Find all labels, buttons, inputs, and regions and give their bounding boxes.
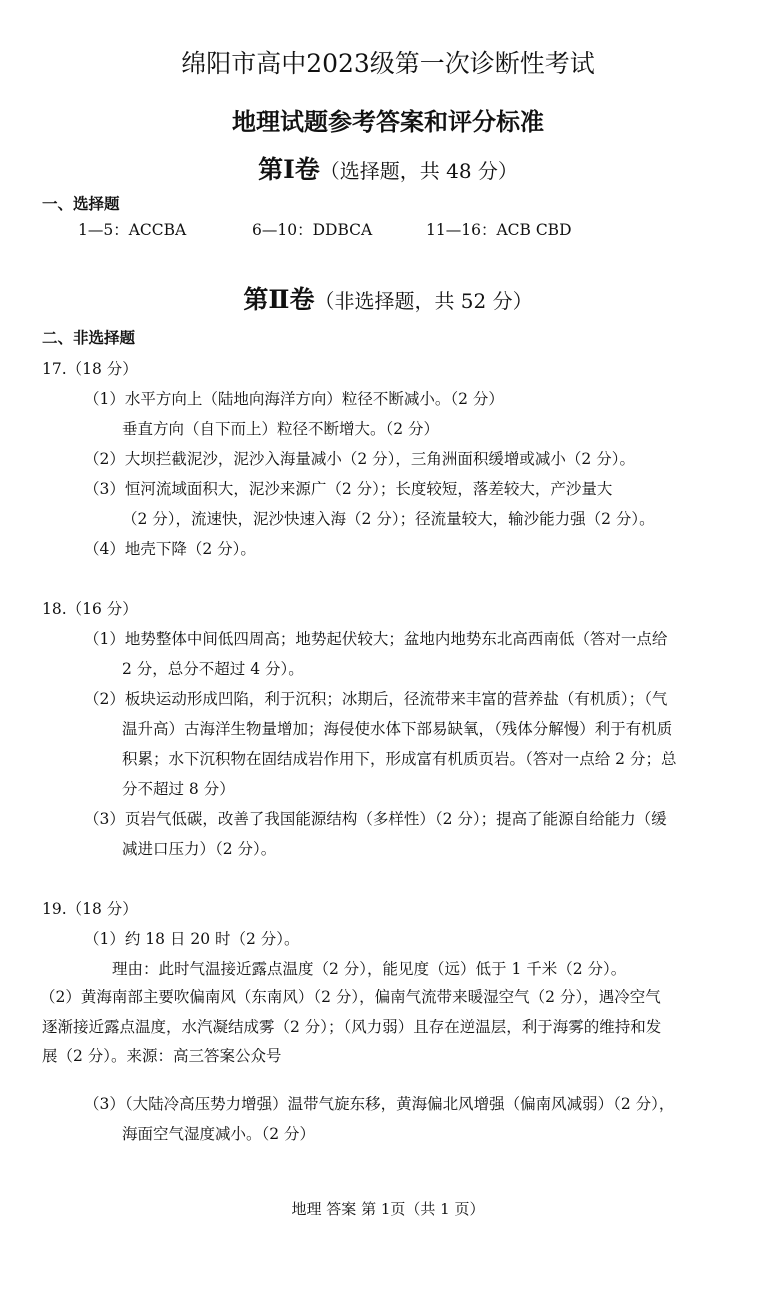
q19-line: 海面空气湿度减小。（2 分）: [122, 1125, 316, 1143]
part2-name: 第Ⅱ卷: [243, 285, 315, 314]
q19-line: 逐渐接近露点温度，水汽凝结成雾（2 分）；（风力弱）且存在逆温层，利于海雾的维持和发: [42, 1018, 662, 1036]
exam-title: 绵阳市高中2023级第一次诊断性考试: [181, 49, 595, 78]
q17-line: （3）恒河流域面积大，泥沙来源广（2 分）；长度较短，落差较大，产沙量大: [84, 480, 613, 498]
part1-heading: [0, 150, 776, 186]
page-footer: 地理 答案 第 1页（共 1 页）: [291, 1200, 485, 1218]
q18-line: （1）地势整体中间低四周高；地势起伏较大；盆地内地势东北高西南低（答对一点给: [84, 630, 668, 648]
part1-name: 第Ⅰ卷: [258, 155, 320, 184]
q18-line: 分不超过 8 分）: [122, 780, 235, 798]
q17-line: 垂直方向（自下而上）粒径不断增大。（2 分）: [122, 420, 440, 438]
part1-note: （选择题，共 48 分）: [319, 159, 518, 183]
q19-label: 19.（18 分）: [42, 900, 138, 918]
q18-line: 减进口压力）（2 分）。: [122, 840, 277, 858]
q17-label: 17.（18 分）: [42, 360, 138, 378]
q18-line: （3）页岩气低碳，改善了我国能源结构（多样性）（2 分）；提高了能源自给能力（缓: [84, 810, 667, 828]
q19-line: （3）（大陆冷高压势力增强）温带气旋东移，黄海偏北风增强（偏南风减弱）（2 分），: [84, 1095, 675, 1113]
q19-line: （1）约 18 日 20 时（2 分）。: [84, 930, 300, 948]
q18-line: （2）板块运动形成凹陷，利于沉积；冰期后，径流带来丰富的营养盐（有机质）；（气: [84, 690, 668, 708]
q19-line: 理由：此时气温接近露点温度（2 分），能见度（远）低于 1 千米（2 分）。: [112, 960, 627, 978]
answers-11-16: 11—16：ACB CBD: [426, 221, 572, 239]
section1-heading: 一、选择题: [42, 195, 120, 213]
subject-title: 地理试题参考答案和评分标准: [232, 108, 544, 136]
q17-line: （2 分），流速快，泥沙快速入海（2 分）；径流量较大，输沙能力强（2 分）。: [122, 510, 655, 528]
q19-line: （2）黄海南部主要吹偏南风（东南风）（2 分），偏南气流带来暖湿空气（2 分），遇冷空气: [40, 988, 661, 1006]
q17-line: （4）地壳下降（2 分）。: [84, 540, 256, 558]
part2-heading: [0, 280, 776, 316]
q18-label: 18.（16 分）: [42, 600, 138, 618]
q18-line: 温升高）古海洋生物量增加；海侵使水体下部易缺氧，（残体分解慢）利于有机质: [122, 720, 673, 738]
q17-line: （2）大坝拦截泥沙，泥沙入海量减小（2 分），三角洲面积缓增或减小（2 分）。: [84, 450, 635, 468]
q18-line: 2 分，总分不超过 4 分）。: [122, 660, 304, 678]
q19-line: 展（2 分）。来源：高三答案公众号: [42, 1047, 282, 1065]
q17-line: （1）水平方向上（陆地向海洋方向）粒径不断减小。（2 分）: [84, 390, 504, 408]
answers-1-5: 1—5：ACCBA: [78, 221, 187, 239]
part2-note: （非选择题，共 52 分）: [314, 289, 533, 313]
answers-6-10: 6—10：DDBCA: [252, 221, 373, 239]
q18-line: 积累；水下沉积物在固结成岩作用下，形成富有机质页岩。（答对一点给 2 分；总: [122, 750, 677, 768]
section2-heading: 二、非选择题: [42, 329, 136, 347]
